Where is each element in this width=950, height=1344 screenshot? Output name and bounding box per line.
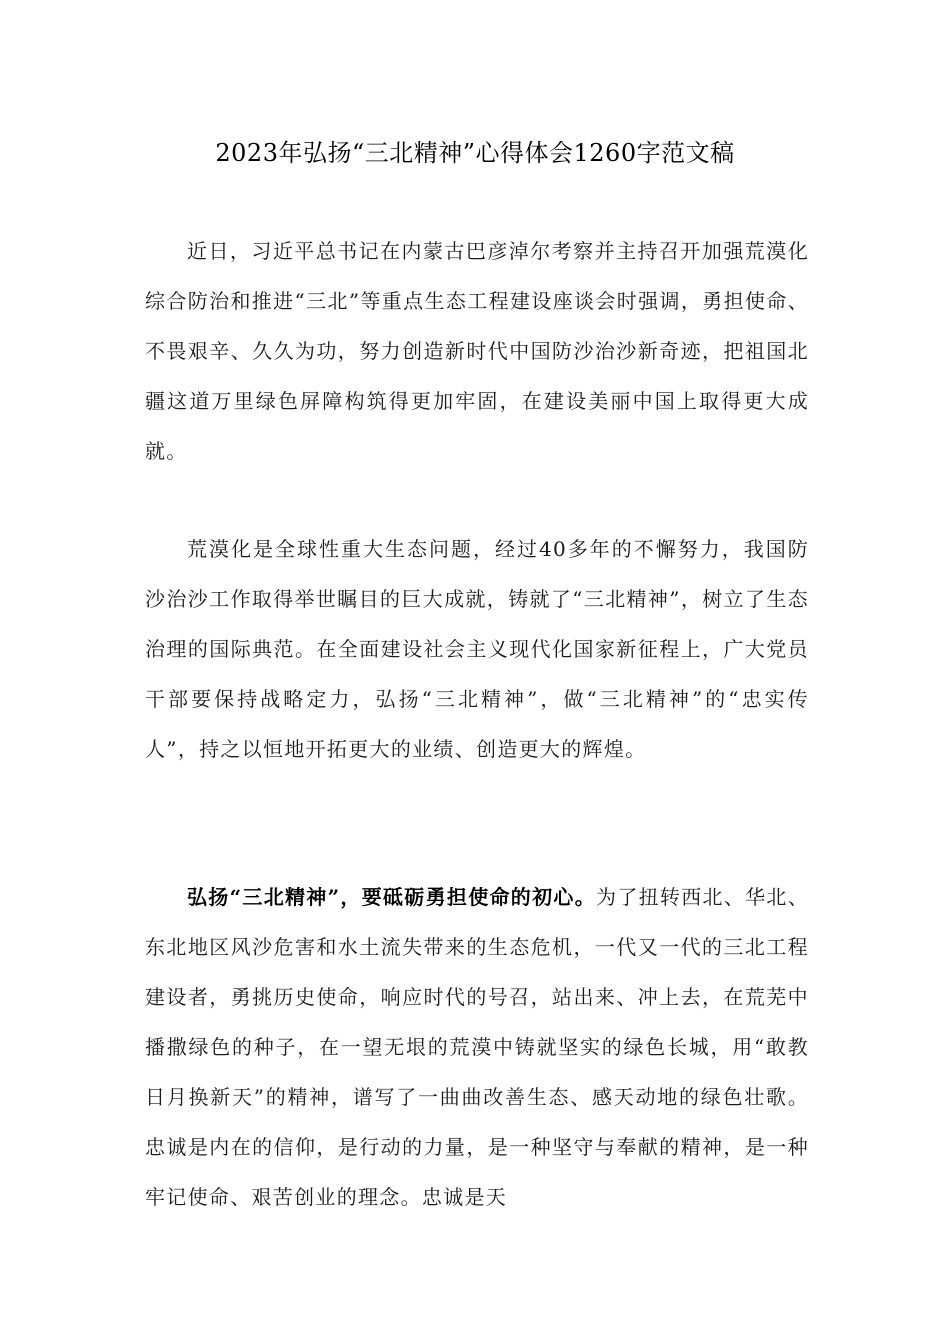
paragraph-1 xyxy=(145,226,809,476)
paragraph-1-text: 近日，习近平总书记在内蒙古巴彦淖尔考察并主持召开加强荒漠化综合防治和推进“三北”等重点生态工程建设座谈会时强调，勇担使命、不畏艰辛、久久为功，努力创造新时代中国防沙治沙新奇迹，把祖国北疆这道万里绿色屏障构筑得更加牢固，在建设美丽中国上取得更大成就。 xyxy=(145,239,809,463)
paragraph-3 xyxy=(145,872,809,1222)
paragraph-2 xyxy=(145,524,809,774)
paragraph-3-lead: 弘扬“三北精神”，要砥砺勇担使命的初心。 xyxy=(187,885,597,909)
document-title: 2023年弘扬“三北精神”心得体会1260字范文稿 xyxy=(215,139,735,167)
paragraph-3-text: 为了扭转西北、华北、东北地区风沙危害和水土流失带来的生态危机，一代又一代的三北工程建设者，勇挑历史使命，响应时代的号召，站出来、冲上去，在荒芜中播撒绿色的种子，在一望无垠的荒漠中铸就坚实的绿色长城，用“敢教日月换新天”的精神，谱写了一曲曲改善生态、感天动地的绿色壮歌。忠诚是内在的信仰，是行动的力量，是一种坚守与奉献的精神，是一种牢记使命、艰苦创业的理念。忠诚是天 xyxy=(145,885,810,1209)
paragraph-2-text: 荒漠化是全球性重大生态问题，经过40多年的不懈努力，我国防沙治沙工作取得举世瞩目的巨大成就，铸就了“三北精神”，树立了生态治理的国际典范。在全面建设社会主义现代化国家新征程上，广大党员干部要保持战略定力，弘扬“三北精神”，做“三北精神”的“忠实传人”，持之以恒地开拓更大的业绩、创造更大的辉煌。 xyxy=(145,537,809,761)
